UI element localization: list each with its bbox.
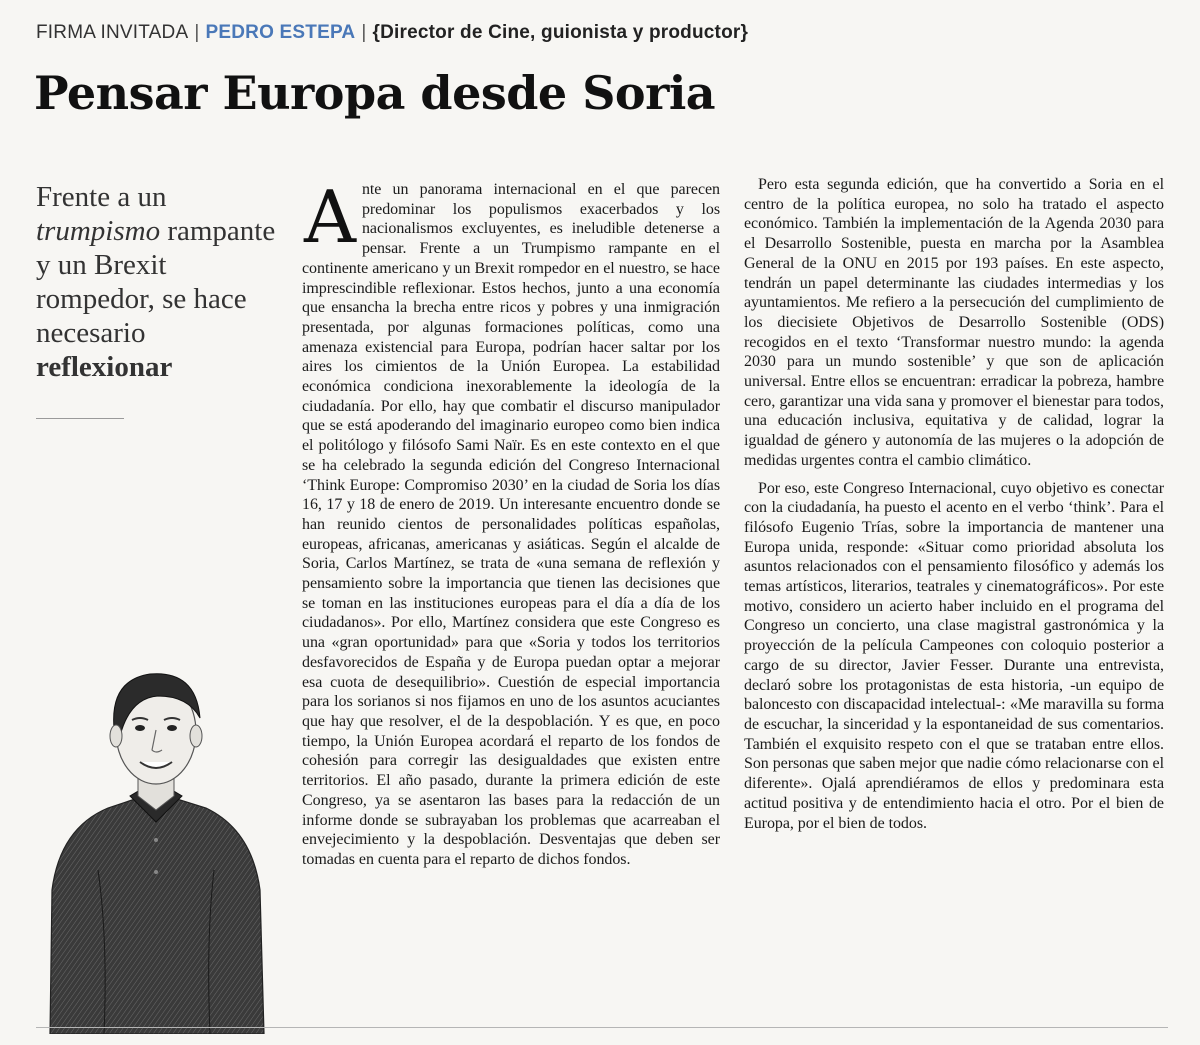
- article-column-1: [302, 180, 720, 1040]
- article-paragraph: nte un panorama internacional en el que parecen predominar los populismos exacerbados y los nacionalismos excluyentes, es ineludible detenerse a pensar. Frente a un Trumpismo rampante en el continente americano y un Brexit rompedor en el nuestro, se hace imprescindible reflexionar. Estos hechos, junto a una economía que ensancha la brecha entre ricos y pobres y una inmigración presentada, por algunas formaciones políticas, como una amenaza existencial para Europa, podrían hacer saltar por los aires los cimientos de la Unión Europea. La estabilidad económica condiciona inexorablemente la ideología de la ciudadanía. Por ello, hay que combatir el discurso manipulador que se está apoderando del imaginario europeo como bien indica el politólogo y filósofo Sami Naïr. Es en este contexto en el que se ha celebrado la segunda edición del Congreso Internacional ‘Think Europe: Compromiso 2030’ en la ciudad de Soria los días 16, 17 y 18 de enero de 2019. Un interesante encuentro donde se han reunido cientos de personalidades políticas españolas, europeas, africanas, americanas y asiáticas. Según el alcalde de Soria, Carlos Martínez, se trata de «una semana de reflexión y pensamiento sobre la importancia que tienen las decisiones que se toman en las instituciones europeas para el día a día de los ciudadanos». Por ello, Martínez considera que este Congreso es una «gran oportunidad» para que «Soria y todos los territorios desfavorecidos de España y de Europa puedan optar a mejorar esa cuota de desequilibrio». Cuestión de especial importancia para los sorianos si nos fijamos en uno de los asuntos acuciantes que hay que resolver, el de la despoblación. Y es que, en poco tiempo, la Unión Europea acordará el reparto de los fondos de cohesión para corregir las desigualdades que existen entre territorios. El año pasado, durante la primera edición de este Congreso, ya se asentaron las bases para la redacción de un informe donde se subrayaban los problemas que acarreaban el envejecimiento y la despoblación. Desventajas que deben ser tomadas en cuenta para el reparto de dichos fondos.: [302, 181, 720, 868]
- article-column-2: [744, 175, 1164, 1015]
- author-role: {Director de Cine, guionista y productor}: [372, 22, 749, 43]
- standfirst: [36, 180, 276, 384]
- article-paragraph: Pero esta segunda edición, que ha convertido a Soria en el centro de la política europea, no solo ha tratado el aspecto económico. También la implementación de la Agenda 2030 para el Desarrollo Sostenible, puesta en marcha por la Asamblea General de la ONU en 2015 por 193 países. En este aspecto, tendrán un papel determinante las ciudades intermedias y los ayuntamientos. Me refiero a la persecución del cumplimiento de los diecisiete Objetivos de Desarrollo Sostenible (ODS) recogidos en el texto ‘Transformar nuestro mundo: la agenda 2030 para un mundo sostenible’ y que son de aplicación universal. Entre ellos se encuentran: erradicar la pobreza, hambre cero, garantizar una vida sana y promover el bienestar para todos, una educación inclusiva, equitativa y de calidad, lograr la igualdad de género y autonomía de las mujeres o la adopción de medidas urgentes contra el cambio climático.: [744, 176, 1164, 469]
- separator: |: [361, 22, 367, 43]
- article-paragraph: Por eso, este Congreso Internacional, cuyo objetivo es conectar con la ciudadanía, ha puesto el acento en el verbo ‘think’. Para el filósofo Eugenio Trías, sobre la importancia de mantener una Europa unida, responde: «Situar como prioridad absoluta los asuntos relacionados con el pensamiento filosófico y además los temas artísticos, literarios, teatrales y cinematográficos». Por este motivo, considero un acierto haber incluido en el programa del Congreso un concierto, una clase magistral gastronómica y la proyección de la película Campeones con coloquio posterior a cargo de su director, Javier Fesser. Durante una entrevista, declaró sobre los protagonistas de esta historia, -un equipo de baloncesto con discapacidad intelectual-: «Me maravilla su forma de escuchar, la sinceridad y la espontaneidad de sus comentarios. También el exquisito respeto con el que se trataban entre ellos. Son personas que saben mejor que nadie cómo relacionarse con el diferente». Ojalá aprendiéramos de ellos y predominara esta actitud positiva y de entendimiento hacia el otro. Por el bien de Europa, por el bien de todos.: [744, 479, 1164, 832]
- section-label: FIRMA INVITADA: [36, 22, 189, 43]
- standfirst-bold: reflexionar: [36, 351, 173, 383]
- author-name: PEDRO ESTEPA: [205, 22, 356, 43]
- author-portrait-photo: [38, 640, 274, 1034]
- divider: [36, 1027, 1168, 1028]
- standfirst-italic: trumpismo: [36, 215, 161, 247]
- separator: |: [194, 22, 200, 43]
- article-title: Pensar Europa desde Soria: [34, 66, 716, 120]
- divider: [36, 418, 124, 419]
- standfirst-text: rampante y un Brexit rompedor, se hace necesario: [36, 215, 276, 349]
- byline-header: [36, 22, 748, 44]
- drop-cap: A: [304, 180, 356, 259]
- standfirst-text: Frente a un: [36, 181, 167, 213]
